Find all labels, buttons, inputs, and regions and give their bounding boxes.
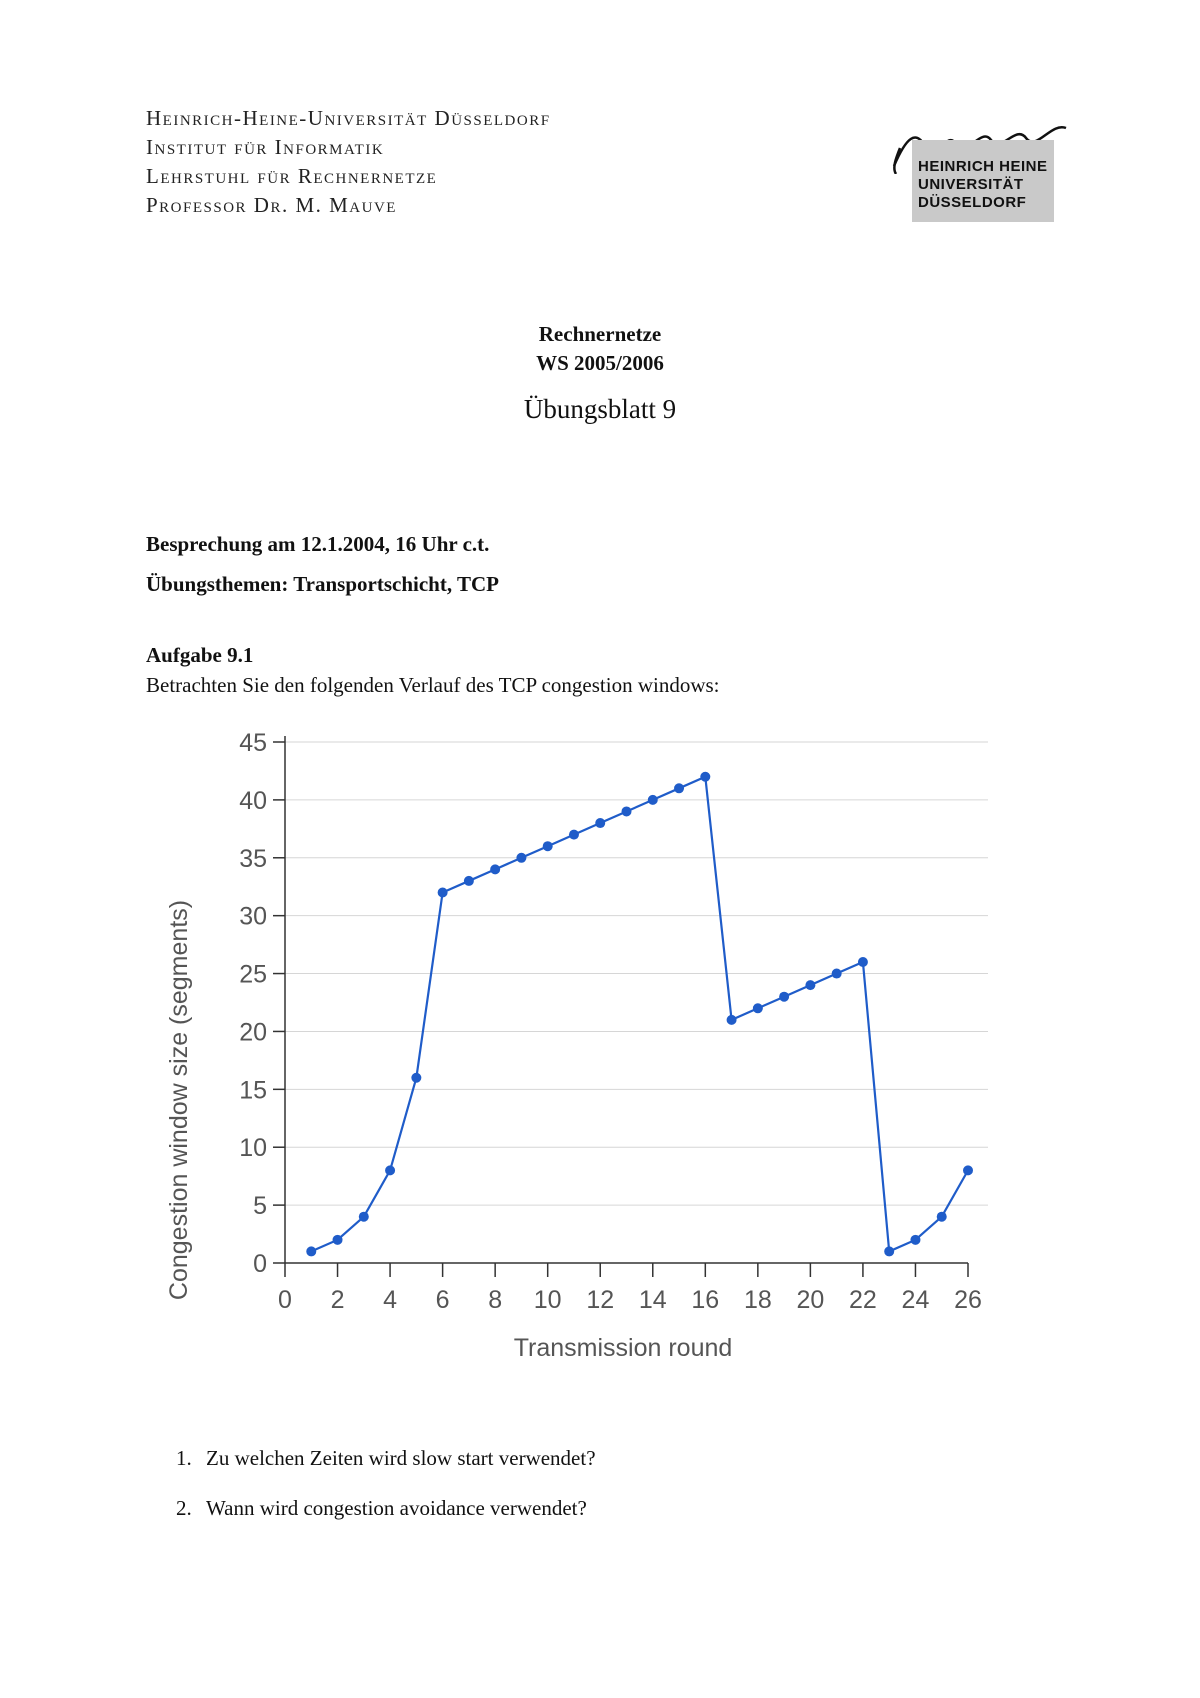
data-point-22	[858, 957, 868, 967]
y-tick-label-30: 30	[239, 902, 267, 931]
data-point-7	[464, 876, 474, 886]
task-intro: Betrachten Sie den folgenden Verlauf des TCP congestion windows:	[146, 673, 720, 697]
question-1	[176, 1446, 596, 1471]
series-line	[311, 777, 968, 1252]
axis-layer	[239, 729, 982, 1314]
data-point-1	[306, 1246, 316, 1256]
data-point-9	[516, 853, 526, 863]
data-point-20	[805, 980, 815, 990]
data-point-17	[727, 1015, 737, 1025]
data-point-10	[543, 841, 553, 851]
y-tick-label-35: 35	[239, 844, 267, 873]
x-tick-label-2: 2	[330, 1286, 345, 1314]
header-professor: Professor Dr. M. Mauve	[146, 193, 397, 217]
header-institute: Institut für Informatik	[146, 135, 385, 159]
question-1-text: Zu welchen Zeiten wird slow start verwendet?	[206, 1446, 596, 1470]
x-tick-label-4: 4	[383, 1286, 398, 1314]
header-chair: Lehrstuhl für Rechnernetze	[146, 164, 438, 188]
congestion-window-chart	[150, 720, 990, 1370]
x-tick-label-26: 26	[954, 1286, 982, 1314]
task-title: Aufgabe 9.1	[146, 643, 254, 667]
data-point-24	[910, 1235, 920, 1245]
x-axis-label: Transmission round	[513, 1334, 733, 1362]
logo-line-3: DÜSSELDORF	[918, 194, 1027, 211]
x-tick-label-0: 0	[278, 1286, 292, 1314]
data-point-13	[622, 806, 632, 816]
y-tick-label-15: 15	[239, 1076, 267, 1105]
sheet-title: Übungsblatt 9	[523, 394, 677, 424]
y-axis-label: Congestion window size (segments)	[165, 899, 193, 1301]
x-tick-label-6: 6	[435, 1286, 450, 1314]
question-2	[176, 1496, 587, 1521]
header-university: Heinrich-Heine-Universität Düsseldorf	[146, 106, 551, 130]
data-point-15	[674, 783, 684, 793]
data-point-18	[753, 1003, 763, 1013]
data-point-2	[333, 1235, 343, 1245]
university-logo	[886, 118, 1068, 222]
x-tick-label-12: 12	[586, 1286, 615, 1314]
data-point-16	[700, 772, 710, 782]
data-point-25	[937, 1212, 947, 1222]
logo-line-2: UNIVERSITÄT	[918, 176, 1024, 193]
y-tick-label-5: 5	[253, 1192, 267, 1221]
series-layer	[306, 772, 973, 1257]
data-point-4	[385, 1165, 395, 1175]
x-tick-label-10: 10	[533, 1286, 562, 1314]
question-2-number: 2.	[176, 1496, 192, 1520]
meeting-info: Besprechung am 12.1.2004, 16 Uhr c.t.	[146, 532, 490, 556]
question-2-text: Wann wird congestion avoidance verwendet?	[206, 1496, 587, 1520]
data-point-6	[438, 888, 448, 898]
x-tick-label-20: 20	[796, 1286, 825, 1314]
topics: Übungsthemen: Transportschicht, TCP	[146, 572, 499, 596]
data-point-12	[595, 818, 605, 828]
data-point-14	[648, 795, 658, 805]
y-tick-label-10: 10	[239, 1134, 267, 1163]
data-point-11	[569, 830, 579, 840]
x-tick-label-16: 16	[691, 1286, 720, 1314]
institution-header	[146, 104, 551, 220]
x-tick-label-24: 24	[901, 1286, 930, 1314]
y-tick-label-45: 45	[239, 729, 267, 757]
grid-layer	[285, 742, 988, 1205]
data-point-26	[963, 1165, 973, 1175]
question-1-number: 1.	[176, 1446, 192, 1470]
data-point-23	[884, 1246, 894, 1256]
x-tick-label-18: 18	[743, 1286, 772, 1314]
semester: WS 2005/2006	[536, 351, 664, 375]
x-tick-label-8: 8	[488, 1286, 503, 1314]
x-tick-label-22: 22	[849, 1286, 877, 1314]
y-tick-label-20: 20	[239, 1018, 267, 1047]
x-tick-label-14: 14	[638, 1286, 667, 1314]
logo-line-1: HEINRICH HEINE	[918, 158, 1048, 175]
y-tick-label-40: 40	[239, 786, 267, 815]
data-point-21	[832, 969, 842, 979]
data-point-19	[779, 992, 789, 1002]
data-point-3	[359, 1212, 369, 1222]
course-title: Rechnernetze	[538, 322, 662, 346]
y-tick-label-0: 0	[253, 1250, 267, 1278]
data-point-8	[490, 864, 500, 874]
y-tick-label-25: 25	[239, 960, 267, 989]
data-point-5	[411, 1073, 421, 1083]
